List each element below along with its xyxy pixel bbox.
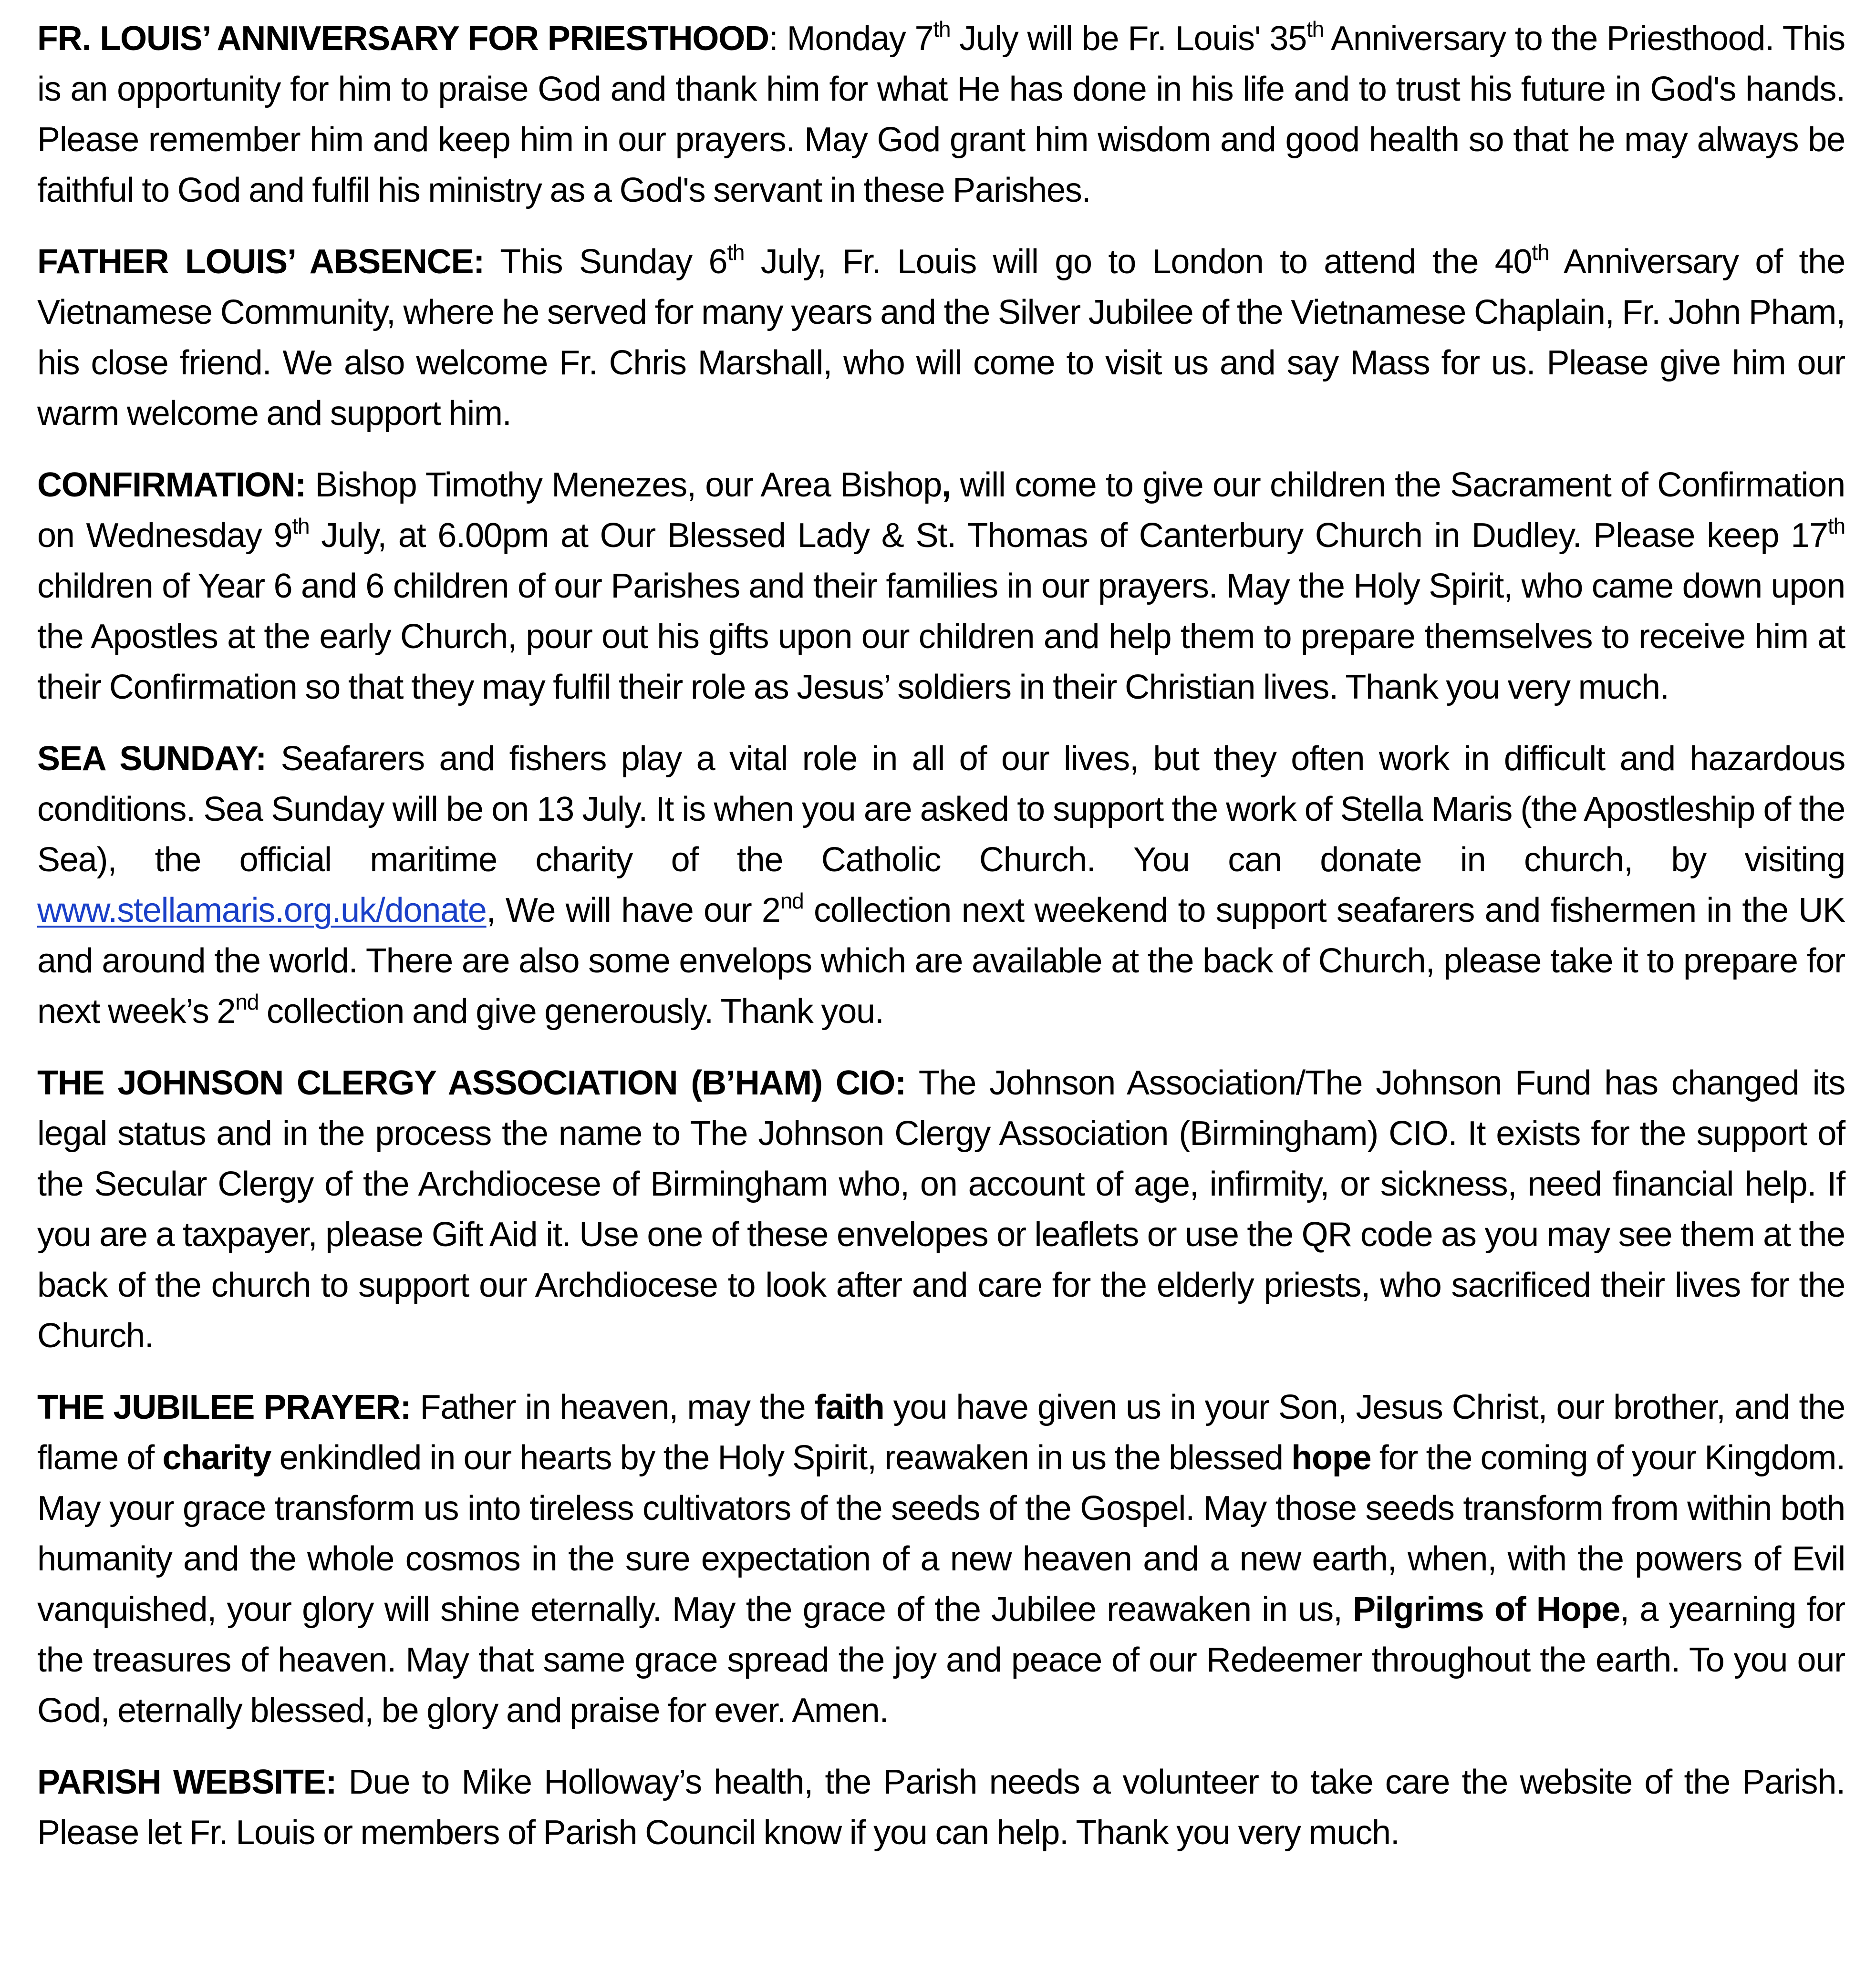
notice-jubilee-prayer — [37, 1382, 1845, 1736]
notice-text: Father in heaven, may the — [411, 1388, 815, 1426]
notice-heading: SEA SUNDAY: — [37, 740, 266, 778]
notice-heading: FR. LOUIS’ ANNIVERSARY FOR PRIESTHOOD — [37, 20, 769, 58]
ordinal-suffix: th — [1828, 514, 1845, 538]
notice-text: July, Fr. Louis will go to London to attend the 40 — [744, 243, 1532, 281]
notice-anniversary — [37, 13, 1845, 216]
ordinal-suffix: th — [727, 240, 745, 265]
bold-text: hope — [1291, 1439, 1371, 1477]
notice-johnson — [37, 1058, 1845, 1361]
notice-text: This Sunday 6 — [484, 243, 727, 281]
notice-text: children of Year 6 and 6 children of our Parishes and their families in our prayers. May the Holy Spirit, who came down upon the Apostles at the early Church, pour out his gifts upon our children and help them to prepare themselves to receive him at their Confirmation so that they may fulfil their role as Jesus’ soldiers in their Christian lives. Thank you very much. — [37, 567, 1845, 706]
ordinal-suffix: th — [1532, 240, 1549, 265]
notice-text: , We will have our 2 — [486, 891, 780, 929]
notice-text: July will be Fr. Louis' 35 — [950, 20, 1307, 58]
notice-heading: THE JUBILEE PRAYER: — [37, 1388, 411, 1426]
notice-sea-sunday — [37, 733, 1845, 1037]
notice-heading: PARISH WEBSITE: — [37, 1763, 337, 1801]
notice-text: Anniversary to the Priesthood. This is an opportunity for him to praise God and thank him for what He has done in his life and to trust his future in God's hands. Please remember him and keep him in our prayers. May God grant him wisdom and good health so that he may always be faithful to God and fulfil his ministry as a God's servant in these Parishes. — [37, 20, 1845, 209]
notice-text: , a yearning for the treasures of heaven. May that same grace spread the joy and peace of our Redeemer throughout the earth. To you our God, eternally blessed, be glory and praise for ever. Amen. — [37, 1590, 1845, 1730]
notice-website — [37, 1757, 1845, 1858]
notice-heading: THE JOHNSON CLERGY ASSOCIATION (B’HAM) CIO: — [37, 1064, 906, 1102]
notice-text: will come to give our children the Sacrament of Confirmation on Wednesday 9 — [37, 466, 1845, 555]
notice-text: for the coming of your Kingdom. May your grace transform us into tireless cultivators of the seeds of the Gospel. May those seeds transform from within both humanity and the whole cosmos in the sure expectation of a new heaven and a new earth, when, with the powers of Evil vanquished, your glory will shine eternally. May the grace of the Jubilee reawaken in us, — [37, 1439, 1845, 1629]
ordinal-suffix: th — [933, 17, 951, 41]
notice-heading: CONFIRMATION: — [37, 466, 306, 504]
notice-text: The Johnson Association/The Johnson Fund has changed its legal status and in the process the name to The Johnson Clergy Association (Birmingham) CIO. It exists for the support of the Secular Clergy of the Archdiocese of Birmingham who, on account of age, infirmity, or sickness, need financial help. If you are a taxpayer, please Gift Aid it. Use one of these envelopes or leaflets or use the QR code as you may see them at the back of the church to support our Archdiocese to look after and care for the elderly priests, who sacrificed their lives for the Church. — [37, 1064, 1845, 1355]
notice-text: Due to Mike Holloway’s health, the Parish needs a volunteer to take care the website of the Parish. Please let Fr. Louis or members of Parish Council know if you can help. Thank you very much. — [37, 1763, 1845, 1852]
notice-text: Anniversary of the Vietnamese Community, where he served for many years and the Silver Jubilee of the Vietnamese Chaplain, Fr. John Pham, his close friend. We also welcome Fr. Chris Marshall, who will come to visit us and say Mass for us. Please give him our warm welcome and support him. — [37, 243, 1845, 433]
notice-absence — [37, 237, 1845, 439]
ordinal-suffix: nd — [235, 990, 259, 1014]
notice-text: collection and give generously. Thank you. — [259, 992, 884, 1031]
notice-text: Monday 7 — [777, 20, 933, 58]
notice-confirmation — [37, 460, 1845, 712]
heading-separator: : — [768, 20, 778, 58]
newsletter-notices — [37, 13, 1845, 1858]
notice-text: July, at 6.00pm at Our Blessed Lady & St. Thomas of Canterbury Church in Dudley. Please keep 17 — [309, 516, 1828, 555]
notice-heading: FATHER LOUIS’ ABSENCE: — [37, 243, 485, 281]
bold-text: Pilgrims of Hope — [1353, 1590, 1620, 1629]
donate-link[interactable]: www.stellamaris.org.uk/donate — [37, 891, 487, 929]
ordinal-suffix: th — [292, 514, 310, 538]
bold-text: faith — [814, 1388, 884, 1426]
notice-text: collection next weekend to support seafarers and fishermen in the UK and around the world. There are also some envelops which are available at the back of Church, please take it to prepare for next week’s 2 — [37, 891, 1845, 1031]
notice-text: enkindled in our hearts by the Holy Spirit, reawaken in us the blessed — [271, 1439, 1292, 1477]
ordinal-suffix: nd — [780, 888, 804, 913]
bold-text: charity — [162, 1439, 271, 1477]
bold-text: , — [942, 466, 951, 504]
ordinal-suffix: th — [1306, 17, 1324, 41]
notice-text: Bishop Timothy Menezes, our Area Bishop — [305, 466, 942, 504]
notice-text: Seafarers and fishers play a vital role in all of our lives, but they often work in difficult and hazardous conditions. Sea Sunday will be on 13 July. It is when you are asked to support the work of Stella Maris (the Apostleship of the Sea), the official maritime charity of the Catholic Church. You can donate in church, by visiting — [37, 740, 1845, 879]
notice-text: you have given us in your Son, Jesus Christ, our brother, and the flame of — [37, 1388, 1845, 1477]
